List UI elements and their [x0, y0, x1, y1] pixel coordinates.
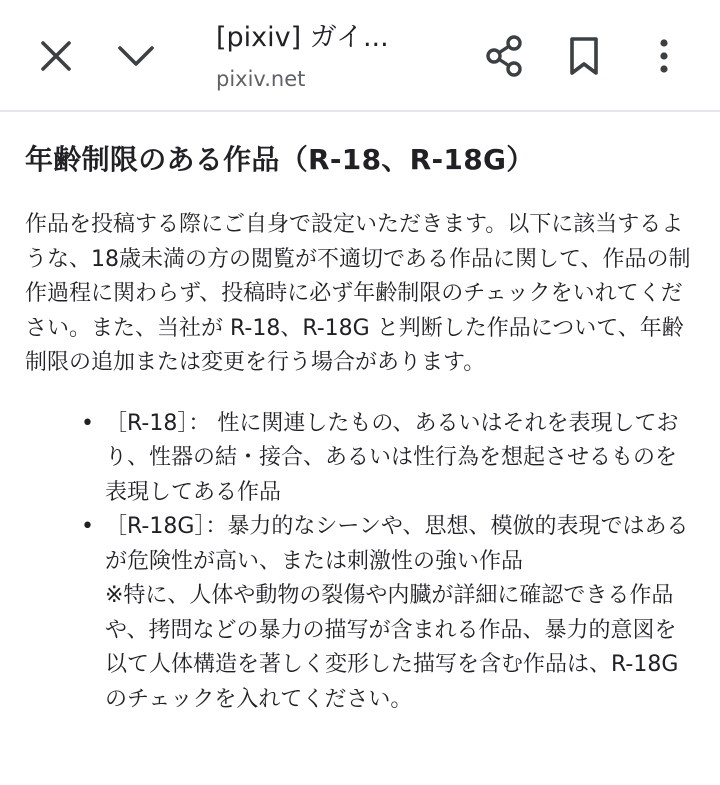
article-heading: 年齢制限のある作品（R-18、R-18G） — [25, 143, 535, 176]
browser-toolbar — [0, 0, 720, 112]
rules-list — [25, 407, 705, 718]
bookmark-button[interactable] — [556, 28, 612, 84]
bullet: • — [81, 514, 94, 539]
close-icon — [39, 39, 73, 73]
rule-r18g-text: ［R-18G］：暴力的なシーンや、思想、模倣的表現ではあるが危険性が高い、または刺激性の強い作品 — [105, 514, 689, 574]
list-item — [81, 510, 697, 717]
share-button[interactable] — [476, 28, 532, 84]
chevron-down-icon — [116, 44, 156, 68]
article-content — [25, 138, 705, 717]
rule-r18g-note: ※特に、人体や動物の裂傷や内臓が詳細に確認できる作品や、拷問などの暴力の描写が含まれる作品、暴力的意図を以て人体構造を著しく変形した描写を含む作品は、R-18Gのチェックを入れてください。 — [105, 583, 679, 712]
page-url: pixiv.net — [216, 67, 306, 91]
page-title: [pixiv] ガイ... — [216, 22, 389, 53]
bookmark-icon — [569, 36, 599, 76]
more-vert-icon — [658, 38, 670, 74]
bullet: • — [81, 410, 94, 436]
article-paragraph: 作品を投稿する際にご自身で設定いただきます。以下に該当するような、18歳未満の方の閲覧が不適切である作品に関して、作品の制作過程に関わらず、投稿時に必ず年齢制限のチェックをいれてください。また、当社が R-18、R-18G と判断した作品について、年齢制限の追加または変更を行う場合があります。 — [25, 212, 691, 375]
rule-r18-text: ［R-18］： 性に関連したもの、あるいはそれを表現しており、性器の結・接合、あるいは性行為を想起させるものを表現してある作品 — [105, 410, 679, 505]
share-icon — [484, 35, 524, 77]
close-button[interactable] — [28, 28, 84, 84]
more-options-button[interactable] — [636, 28, 692, 84]
collapse-button[interactable] — [108, 28, 164, 84]
list-item — [81, 407, 697, 511]
page-info[interactable] — [216, 18, 466, 94]
